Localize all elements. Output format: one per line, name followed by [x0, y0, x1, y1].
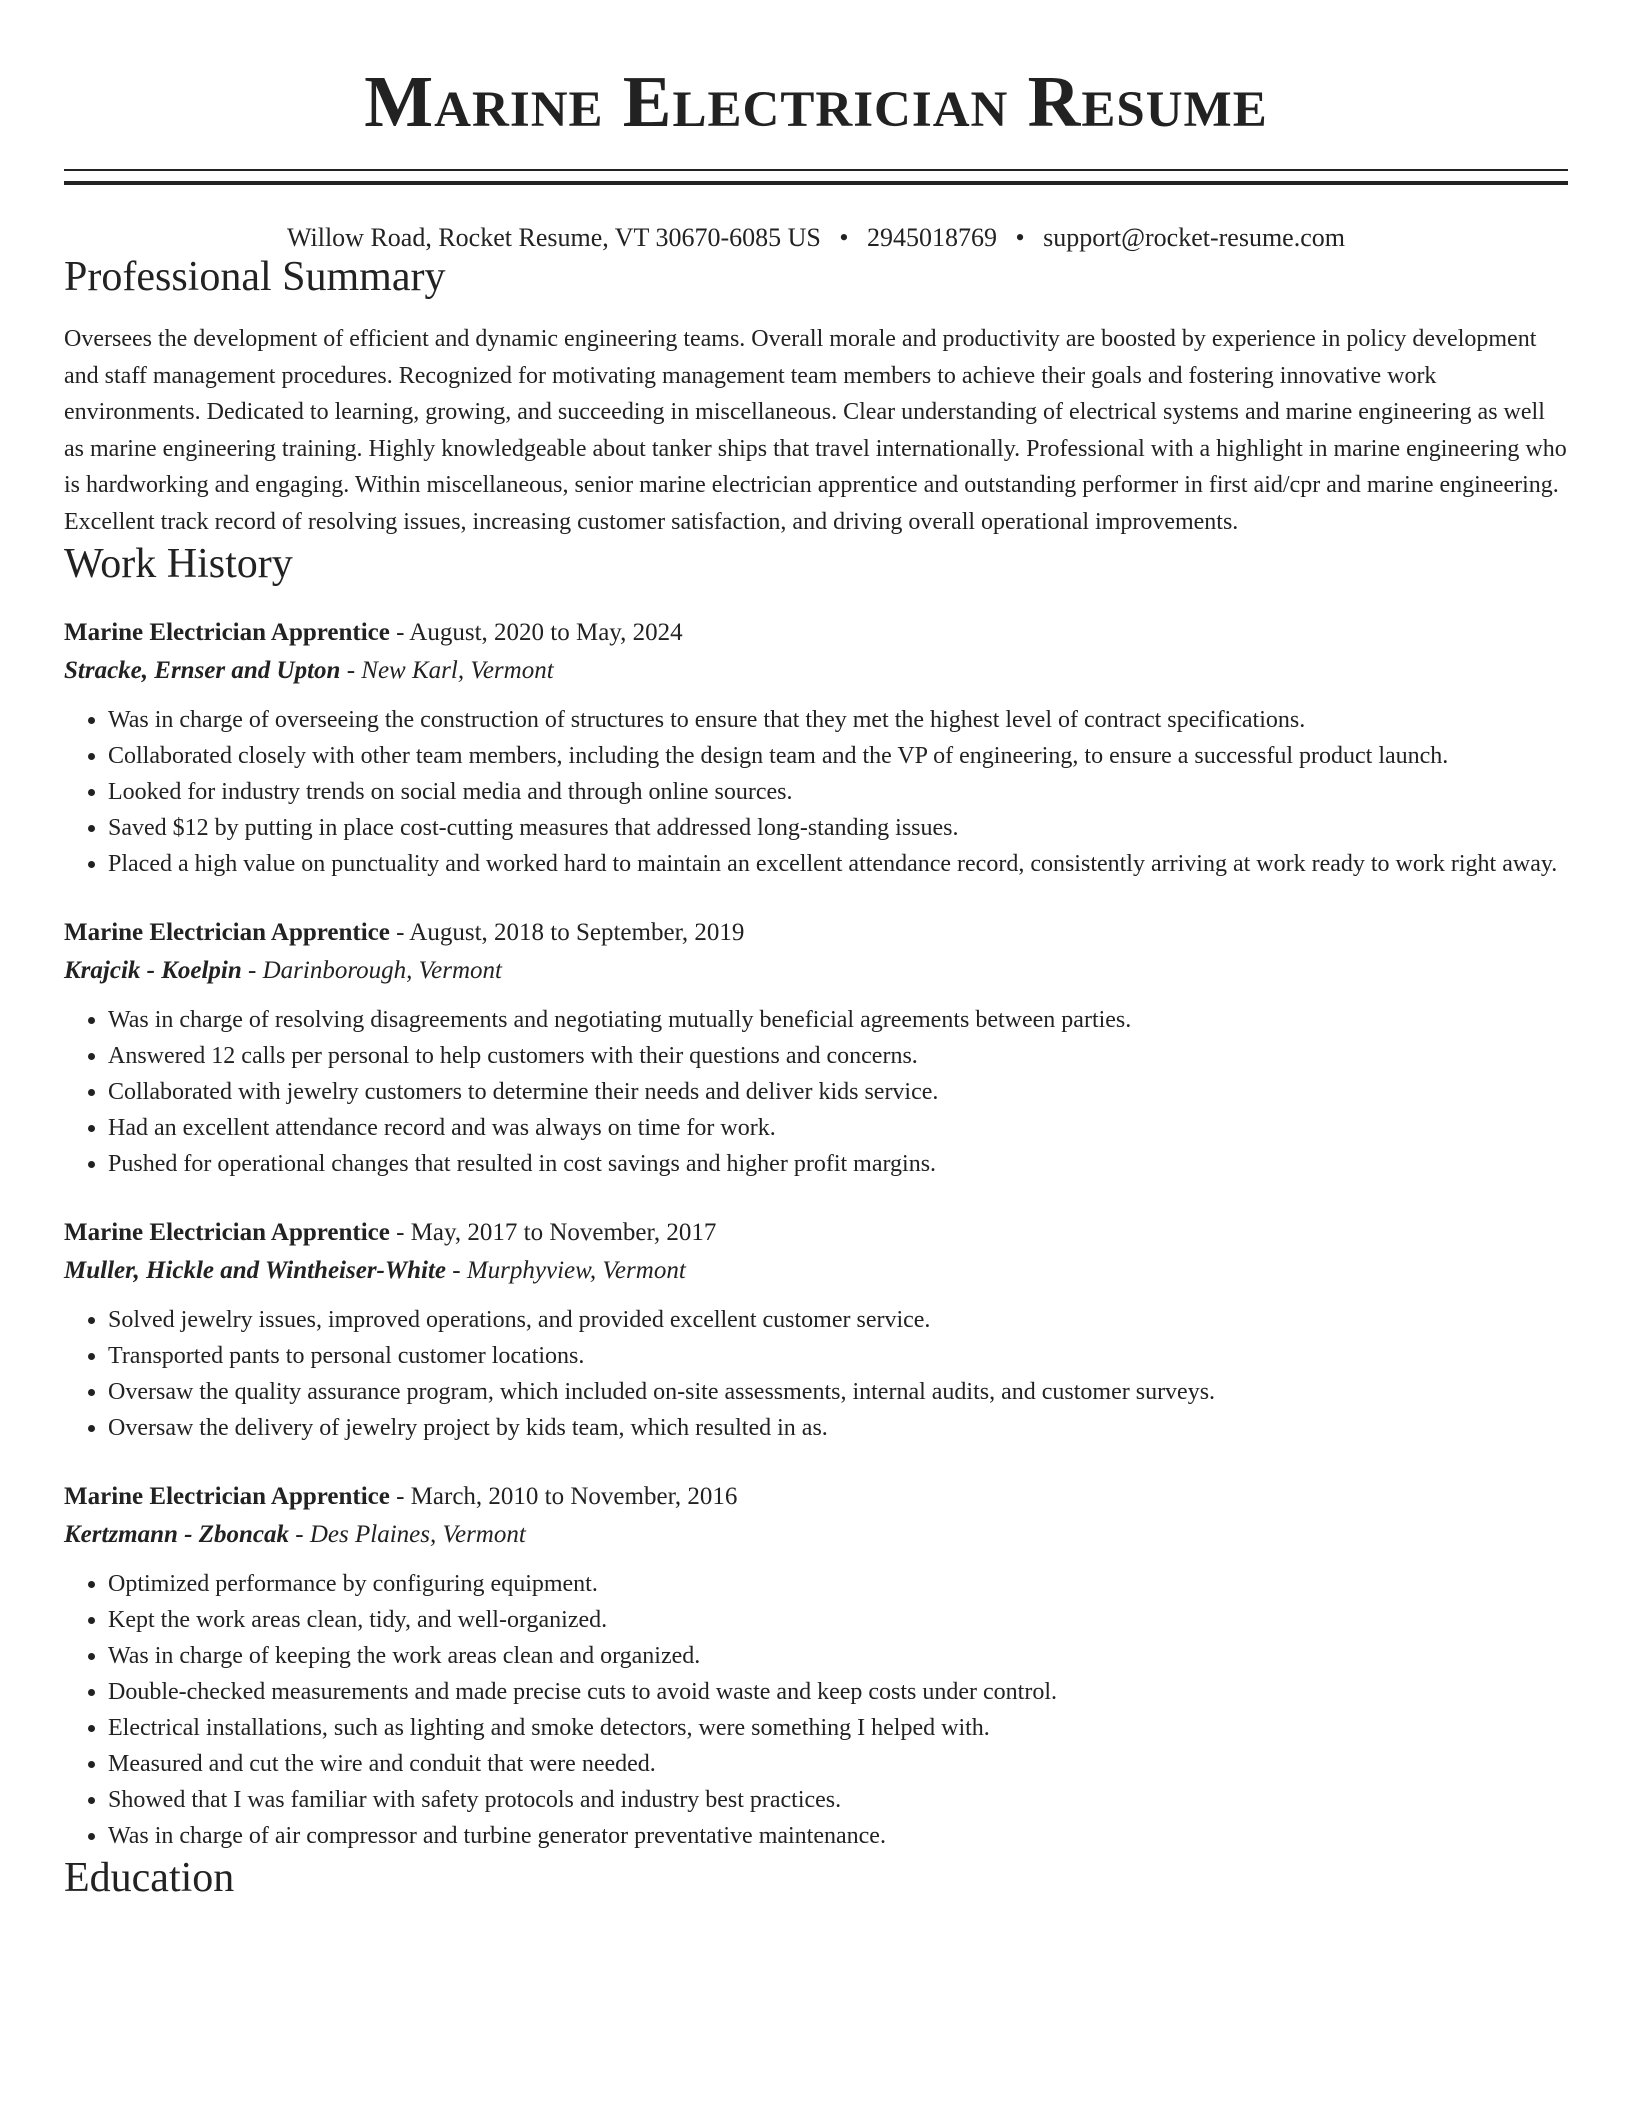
contact-email: support@rocket-resume.com: [1043, 223, 1345, 252]
job-header: [64, 1214, 1568, 1252]
job-bullet-item: • Pushed for operational changes that resulted in cost savings and higher profit margins.: [108, 1146, 1568, 1182]
job-dates: - May, 2017 to November, 2017: [389, 1219, 717, 1246]
title-divider: [64, 169, 1568, 185]
page-title: Marine Electrician Resume: [364, 61, 1268, 142]
job-company: Muller, Hickle and Wintheiser-White: [64, 1257, 446, 1284]
job-dates: - March, 2010 to November, 2016: [389, 1483, 738, 1510]
job-company-line: [64, 1252, 1568, 1290]
job-location: - New Karl, Vermont: [340, 657, 554, 684]
job-entry: [64, 614, 1568, 882]
job-bullet-item: • Looked for industry trends on social media and through online sources.: [108, 774, 1568, 810]
contact-address: Willow Road, Rocket Resume, VT 30670-6085 US: [287, 223, 821, 252]
job-bullets: [64, 702, 1568, 882]
job-title: Marine Electrician Apprentice: [64, 619, 390, 646]
work-history-list: [64, 614, 1568, 1854]
job-bullet-item: • Collaborated with jewelry customers to determine their needs and deliver kids service.: [108, 1074, 1568, 1110]
job-bullet-item: • Answered 12 calls per personal to help customers with their questions and concerns.: [108, 1038, 1568, 1074]
job-company-line: [64, 952, 1568, 990]
education-heading: Education: [64, 1855, 235, 1901]
job-bullets: [64, 1302, 1568, 1446]
job-bullet-item: • Saved $12 by putting in place cost-cutting measures that addressed long-standing issues.: [108, 810, 1568, 846]
job-dates: - August, 2020 to May, 2024: [389, 619, 683, 646]
job-company: Krajcik - Koelpin: [64, 957, 242, 984]
contact-phone: 2945018769: [866, 223, 997, 252]
job-title: Marine Electrician Apprentice: [64, 919, 390, 946]
job-entry: [64, 1478, 1568, 1854]
contact-separator: •: [839, 223, 849, 252]
job-company-line: [64, 1516, 1568, 1554]
job-company-line: [64, 652, 1568, 690]
job-bullet-item: • Oversaw the delivery of jewelry project by kids team, which resulted in as.: [108, 1410, 1568, 1446]
job-bullet-item: • Kept the work areas clean, tidy, and well-organized.: [108, 1602, 1568, 1638]
job-bullet-item: • Electrical installations, such as lighting and smoke detectors, were something I helped with.: [108, 1710, 1568, 1746]
job-bullet-item: • Oversaw the quality assurance program, which included on-site assessments, internal audits, and customer surveys.: [108, 1374, 1568, 1410]
job-entry: [64, 1214, 1568, 1446]
job-bullet-item: • Optimized performance by configuring equipment.: [108, 1566, 1568, 1602]
job-bullet-item: • Was in charge of air compressor and turbine generator preventative maintenance.: [108, 1818, 1568, 1854]
job-bullet-item: • Collaborated closely with other team members, including the design team and the VP of engineering, to ensure a successful product launch.: [108, 738, 1568, 774]
work-history-heading: Work History: [64, 541, 293, 587]
job-title: Marine Electrician Apprentice: [64, 1219, 390, 1246]
job-bullet-item: • Was in charge of overseeing the construction of structures to ensure that they met the highest level of contract specifications.: [108, 702, 1568, 738]
job-dates: - August, 2018 to September, 2019: [389, 919, 745, 946]
job-company: Kertzmann - Zboncak: [64, 1521, 290, 1548]
job-company: Stracke, Ernser and Upton: [64, 657, 341, 684]
summary-text: Oversees the development of efficient and dynamic engineering teams. Overall morale and productivity are boosted by experience in policy development and staff management procedures. Recognized for motivating management team members to achieve their goals and fostering innovative work environments. Dedicated to learning, growing, and succeeding in miscellaneous. Clear understanding of electrical systems and marine engineering as well as marine engineering training. Highly knowledgeable about tanker ships that travel internationally. Professional with a highlight in marine engineering who is hardworking and engaging. Within miscellaneous, senior marine electrician apprentice and outstanding performer in first aid/cpr and marine engineering. Excellent track record of resolving issues, increasing customer satisfaction, and driving overall operational improvements.: [64, 326, 1567, 535]
job-bullet-item: • Was in charge of keeping the work areas clean and organized.: [108, 1638, 1568, 1674]
summary-heading: Professional Summary: [64, 254, 446, 300]
job-bullet-item: • Double-checked measurements and made precise cuts to avoid waste and keep costs under control.: [108, 1674, 1568, 1710]
job-bullet-item: • Solved jewelry issues, improved operations, and provided excellent customer service.: [108, 1302, 1568, 1338]
job-bullet-item: • Measured and cut the wire and conduit that were needed.: [108, 1746, 1568, 1782]
contact-separator: •: [1015, 223, 1025, 252]
job-header: [64, 1478, 1568, 1516]
job-entry: [64, 914, 1568, 1182]
job-title: Marine Electrician Apprentice: [64, 1483, 390, 1510]
job-bullet-item: • Placed a high value on punctuality and worked hard to maintain an excellent attendance record, consistently arriving at work ready to work right away.: [108, 846, 1568, 882]
job-bullet-item: • Was in charge of resolving disagreements and negotiating mutually beneficial agreements between parties.: [108, 1002, 1568, 1038]
job-bullet-item: • Had an excellent attendance record and was always on time for work.: [108, 1110, 1568, 1146]
job-location: - Des Plaines, Vermont: [289, 1521, 526, 1548]
job-bullet-item: • Transported pants to personal customer locations.: [108, 1338, 1568, 1374]
job-header: [64, 614, 1568, 652]
job-location: - Darinborough, Vermont: [241, 957, 502, 984]
job-location: - Murphyview, Vermont: [446, 1257, 686, 1284]
job-header: [64, 914, 1568, 952]
job-bullets: [64, 1002, 1568, 1182]
job-bullet-item: • Showed that I was familiar with safety protocols and industry best practices.: [108, 1782, 1568, 1818]
contact-line: [64, 223, 1568, 253]
job-bullets: [64, 1566, 1568, 1854]
